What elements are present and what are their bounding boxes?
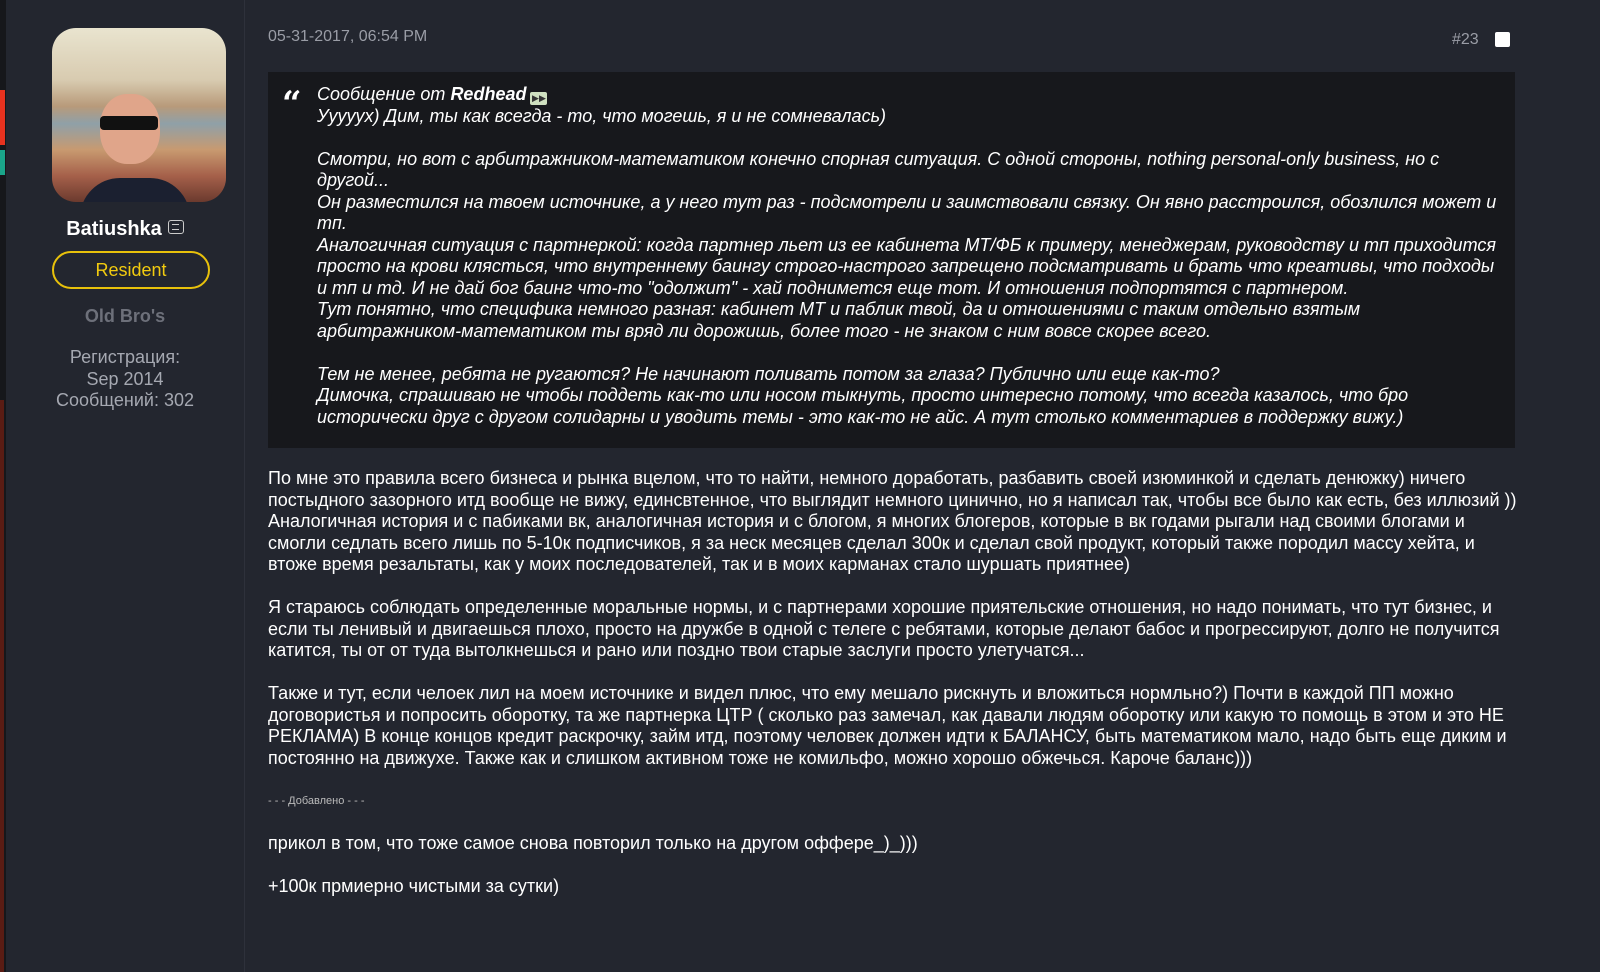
quote-author[interactable]: Redhead (450, 84, 527, 104)
view-post-icon[interactable]: ▶▶ (532, 93, 546, 103)
username[interactable]: Batiushka (6, 218, 244, 241)
quote-block (268, 72, 1515, 448)
quote-paragraph: Смотри, но вот с арбитражником-математиком конечно спорная ситуация. С одной стороны, nothing personal-only business, но с другой... Он разместился на твоем источнике, а у него тут раз - подсмотрели и заимствовали связку. Он явно расстроился, обозлился может и тп. Аналогичная ситуация с партнеркой: когда партнер льет из ее кабинета МТ/ФБ к примеру, менеджерам, руководству и тп приходится просто на крови клясться, что внутреннему баингу строго-настрого запрещено подсматривать и брать что креативы, что подходы и тп и тд. И не дай бог баинг что-то "одолжит" - хай поднимется еще тот. И отношения подпортятся с партнером. Тут понятно, что специфика немного разная: кабинет МТ и паблик твой, да и отношениями с таким отдельно взятым арбитражником-математиком ты вряд ли дорожишь, более того - не знаком с ним вовсе скорее всего. (317, 148, 1497, 341)
rank-badge: Resident (52, 251, 210, 289)
message-icon[interactable] (168, 220, 184, 234)
avatar[interactable] (52, 28, 226, 202)
post-number[interactable]: #23 (1452, 31, 1479, 48)
post-date: 05-31-2017, 06:54 PM (268, 28, 428, 45)
user-sidebar (6, 0, 245, 972)
post-paragraph: +100к прмиерно чистыми за сутки) (268, 875, 560, 896)
quote-paragraph: Тем не менее, ребята не ругаются? Не начинают поливать потом за глаза? Публично или еще как-то? Димочка, спрашиваю не чтобы поддеть как-то или носом тыкнуть, просто интересно потому, что всегда казалось, что бро исторически друг с другом солидарны и уводить темы - это как-то не айс. А тут столько комментариев в поддержку вижу.) (317, 363, 1409, 427)
user-title: Old Bro's (84, 306, 166, 326)
post-body (268, 468, 1518, 919)
select-post-checkbox[interactable] (1495, 32, 1510, 47)
post-paragraph: прикол в том, что тоже самое снова повторил только на другом оффере_)_))) (268, 832, 918, 853)
post-paragraph: По мне это правила всего бизнеса и рынка вцелом, что то найти, немного доработать, разбавить своей изюминкой и сделать денюжку) ничего постыдного зазорного итд вообще не вижу, единсвтенное, что выглядит немного цинично, но я написал так, чтобы все было как есть, без иллюзий )) Аналогичная история и с пабиками вк, аналогичная история и с блогом, я многих блогеров, которые в вк годами рыгали над своими блогами и смогли седлать всего лишь по 5-10к подписчиков, я за неск месяцев сделал 300к и сделал свой продукт, который также породил массу хейта, и втоже время резальтаты, как у моих последователей, так и в моих карманах стало шуршать приятнее) (268, 468, 1517, 574)
quote-icon: “ (282, 84, 302, 124)
user-info: Регистрация: Sep 2014 Сообщений: 302 (55, 347, 195, 410)
post-paragraph: Также и тут, если челоек лил на моем источнике и видел плюс, что ему мешало рискнуть и вложиться нормльно?) Почти в каждой ПП можно договористья и попросить оборотку, та же партнерка ЦТР ( сколько раз замечал, как давали людям оборотку или какую то помощь в этом и это НЕ РЕКЛАМА) В конце концов кредит раскрочку, займ итд, поэтому человек должен идти к БАЛАНСУ, быть математиком мало, надо быть еще диким и постоянно на движухе. Также как и слишком активном тоже не комильфо, можно хорошо обжечься. Кароче баланс))) (268, 683, 1507, 768)
quote-header: Сообщение от Redhead ▶▶ (317, 84, 546, 104)
added-separator: - - - Добавлено - - - (268, 795, 365, 807)
quote-paragraph: Уууууx) Дим, ты как всегда - то, что могешь, я и не сомневалась) (317, 105, 887, 126)
post-paragraph: Я стараюсь соблюдать определенные моральные нормы, и с партнерами хорошие приятельские отношения, но надо понимать, что тут бизнес, и если ты ленивый и двигаешься плохо, просто на дружбе в одной с телеге с ребятами, которые делают бабос и прогрессируют, долго не получится катится, ты от от туда вытолкнешься и рано или поздно твои старые заслуги просто улетучатся... (268, 597, 1500, 660)
